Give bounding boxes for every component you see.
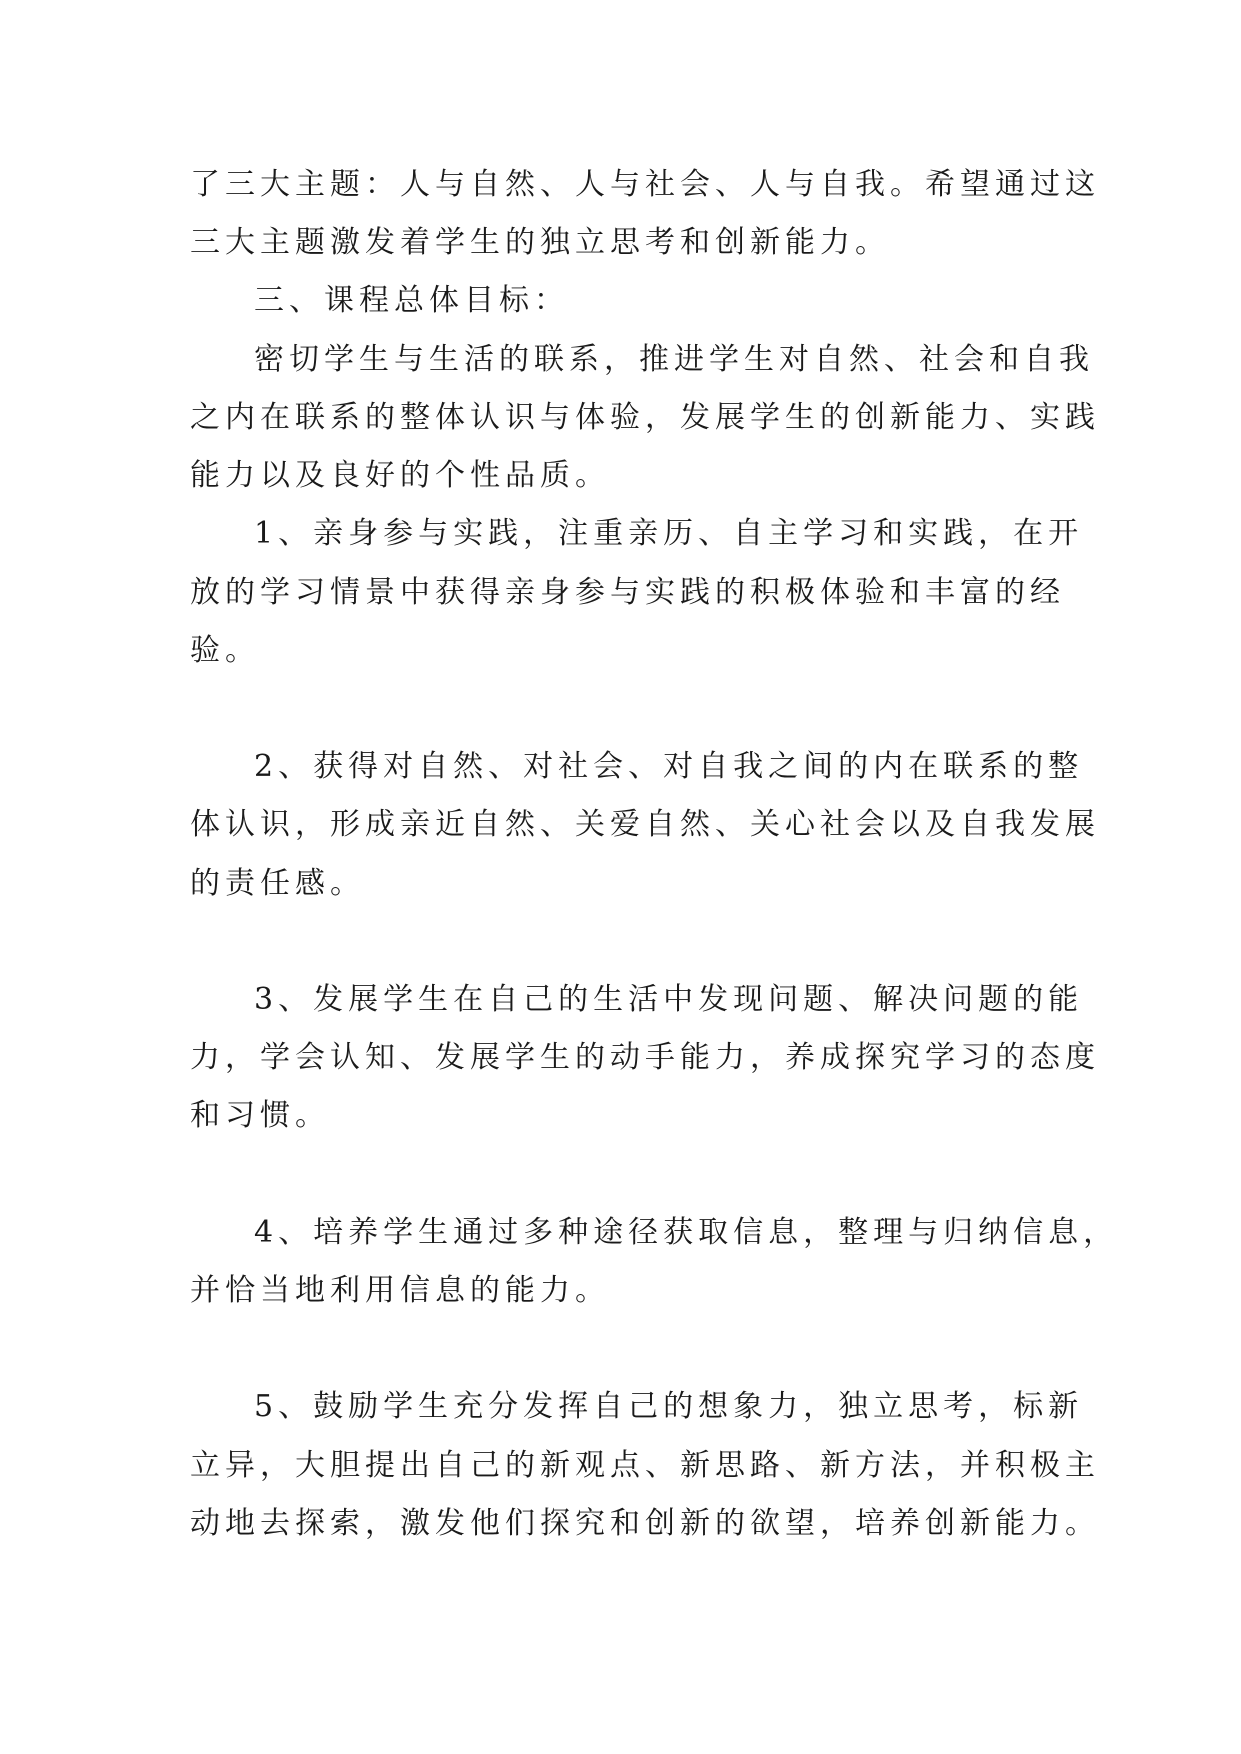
text-line: 三大主题激发着学生的独立思考和创新能力。 bbox=[190, 225, 890, 260]
text-line: 并恰当地利用信息的能力。 bbox=[190, 1273, 610, 1308]
text-line: 3、发展学生在自己的生活中发现问题、解决问题的能 bbox=[254, 982, 1084, 1017]
text-line: 力，学会认知、发展学生的动手能力，养成探究学习的态度 bbox=[190, 1040, 1100, 1075]
text-line: 动地去探索，激发他们探究和创新的欲望，培养创新能力。 bbox=[190, 1506, 1100, 1541]
text-line: 之内在联系的整体认识与体验，发展学生的创新能力、实践 bbox=[190, 400, 1100, 435]
text-line: 能力以及良好的个性品质。 bbox=[190, 458, 610, 493]
text-line: 放的学习情景中获得亲身参与实践的积极体验和丰富的经 bbox=[190, 575, 1065, 610]
text-line: 的责任感。 bbox=[190, 866, 365, 901]
text-line: 2、获得对自然、对社会、对自我之间的内在联系的整 bbox=[254, 749, 1084, 784]
text-line: 验。 bbox=[190, 633, 260, 668]
text-line: 和习惯。 bbox=[190, 1098, 330, 1133]
text-line: 1、亲身参与实践，注重亲历、自主学习和实践，在开 bbox=[254, 516, 1084, 551]
text-line: 密切学生与生活的联系，推进学生对自然、社会和自我 bbox=[254, 342, 1094, 377]
section-heading: 三、课程总体目标： bbox=[254, 283, 569, 318]
text-line: 立异，大胆提出自己的新观点、新思路、新方法，并积极主 bbox=[190, 1448, 1100, 1483]
text-line: 了三大主题：人与自然、人与社会、人与自我。希望通过这 bbox=[190, 167, 1100, 202]
text-line: 4、培养学生通过多种途径获取信息，整理与归纳信息， bbox=[254, 1215, 1119, 1250]
text-line: 5、鼓励学生充分发挥自己的想象力，独立思考，标新 bbox=[254, 1389, 1084, 1424]
text-line: 体认识，形成亲近自然、关爱自然、关心社会以及自我发展 bbox=[190, 807, 1100, 842]
